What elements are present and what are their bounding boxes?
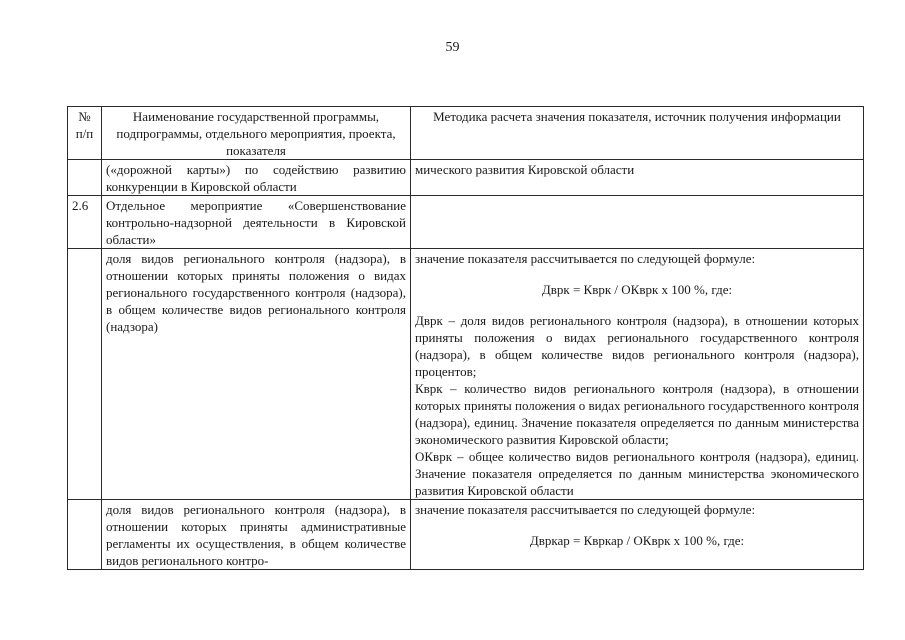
method-intro: значение показателя рассчитывается по следующей формуле: [415, 502, 756, 517]
row-num: 2.6 [68, 196, 102, 249]
row-method: мического развития Кировской области [411, 160, 864, 196]
definition: Кврк – количество видов регионального контроля (надзора), в отношении которых приняты положения о видах регионального государственного контроля (надзора), единиц. Значение показателя определяется по данным министерства экономического развития Кировской области; [415, 381, 859, 447]
formula: Двркар = Квркар / ОКврк х 100 %, где: [529, 533, 745, 548]
row-num [68, 500, 102, 570]
indicator-table [67, 106, 864, 570]
table-row [68, 196, 864, 249]
definition: Дврк – доля видов регионального контроля (надзора), в отношении которых приняты положения о видах регионального государственного контроля (надзора), в общем количестве видов регионального контроля (надзора), процентов; [415, 313, 859, 379]
formula: Дврк = Кврк / ОКврк х 100 %, где: [541, 282, 733, 297]
header-method: Методика расчета значения показателя, источник получения информации [411, 107, 864, 160]
row-name: доля видов регионального контроля (надзора), в отношении которых приняты административные регламенты их осуществления, в общем количестве видов регионального контро- [102, 500, 411, 570]
row-num [68, 160, 102, 196]
row-method [411, 196, 864, 249]
row-method [411, 249, 864, 500]
row-name: («дорожной карты») по содействию развитию конкуренции в Кировской области [102, 160, 411, 196]
row-name: доля видов регионального контроля (надзора), в отношении которых приняты положения о видах регионального государственного контроля (надзора), в общем количестве видов регионального контроля (надзора) [102, 249, 411, 500]
table-row [68, 500, 864, 570]
row-num [68, 249, 102, 500]
definition: ОКврк – общее количество видов регионального контроля (надзора), единиц. Значение показателя определяется по данным министерства экономического развития Кировской области [415, 449, 859, 498]
row-method [411, 500, 864, 570]
method-intro: значение показателя рассчитывается по следующей формуле: [415, 251, 756, 266]
table-header-row [68, 107, 864, 160]
page-number: 59 [445, 40, 460, 55]
table-row [68, 249, 864, 500]
row-name: Отдельное мероприятие «Совершенствование контрольно-надзорной деятельности в Кировской области» [102, 196, 411, 249]
header-num: № п/п [68, 107, 102, 160]
header-name: Наименование государственной программы, подпрограммы, отдельного мероприятия, проекта, показателя [102, 107, 411, 160]
table-row [68, 160, 864, 196]
